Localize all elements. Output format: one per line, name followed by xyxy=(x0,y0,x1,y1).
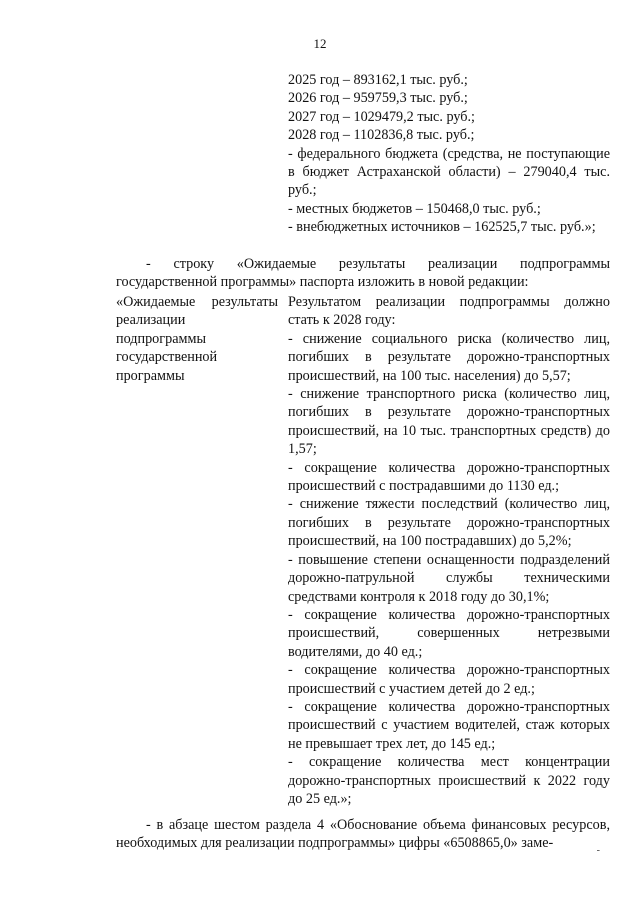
funding-local: - местных бюджетов – 150468,0 тыс. руб.; xyxy=(288,200,541,217)
table-left-cell: «Ожидаемые результаты реализации подпрограммы государственной программы xyxy=(116,294,278,384)
funding-line-2027: 2027 год – 1029479,2 тыс. руб.; xyxy=(288,108,475,125)
intro-paragraph: - строку «Ожидаемые результаты реализации подпрограммы государственной программы» паспорта изложить в новой редакции: xyxy=(116,256,610,291)
scan-mark: - xyxy=(596,845,600,856)
results-intro: Результатом реализации подпрограммы должно стать к 2028 году: xyxy=(288,294,610,329)
result-item: - повышение степени оснащенности подразделений дорожно-патрульной службы техническими средствами контроля к 2018 году до 30,1%; xyxy=(288,551,610,605)
funding-line-2028: 2028 год – 1102836,8 тыс. руб.; xyxy=(288,127,475,144)
funding-block xyxy=(288,71,610,237)
result-item: - снижение тяжести последствий (количество лиц, погибших в результате дорожно-транспортных происшествий, на 100 пострадавших) до 5,2%; xyxy=(288,496,610,550)
final-paragraph: - в абзаце шестом раздела 4 «Обоснование объема финансовых ресурсов, необходимых для реализации подпрограммы» цифры «6508865,0» заме- xyxy=(116,817,610,852)
funding-federal: - федерального бюджета (средства, не поступающие в бюджет Астраханской области) – 279040,4 тыс. руб.; xyxy=(288,145,610,199)
result-item: - сокращение количества дорожно-транспортных происшествий с участием водителей, стаж которых не превышает трех лет, до 145 ед.; xyxy=(288,698,610,752)
result-item: - сокращение количества дорожно-транспортных происшествий, совершенных нетрезвыми водителями, до 40 ед.; xyxy=(288,606,610,660)
result-item: - сокращение количества дорожно-транспортных происшествий с участием детей до 2 ед.; xyxy=(288,662,610,697)
table-right-cell xyxy=(288,293,610,808)
result-item: - снижение транспортного риска (количество лиц, погибших в результате дорожно-транспортных происшествий, на 10 тыс. транспортных средств) до 1,57; xyxy=(288,386,610,458)
result-item: - снижение социального риска (количество лиц, погибших в результате дорожно-транспортных происшествий, на 100 тыс. населения) до 5,57; xyxy=(288,330,610,384)
result-item: - сокращение количества дорожно-транспортных происшествий с пострадавшими до 1130 ед.; xyxy=(288,459,610,495)
funding-line-2026: 2026 год – 959759,3 тыс. руб.; xyxy=(288,90,468,107)
result-item: - сокращение количества мест концентрации дорожно-транспортных происшествий к 2022 году до 25 ед.»; xyxy=(288,754,610,807)
page-number: 12 xyxy=(313,36,327,51)
funding-line-2025: 2025 год – 893162,1 тыс. руб.; xyxy=(288,72,468,88)
funding-offbudget: - внебюджетных источников – 162525,7 тыс. руб.»; xyxy=(288,219,596,236)
